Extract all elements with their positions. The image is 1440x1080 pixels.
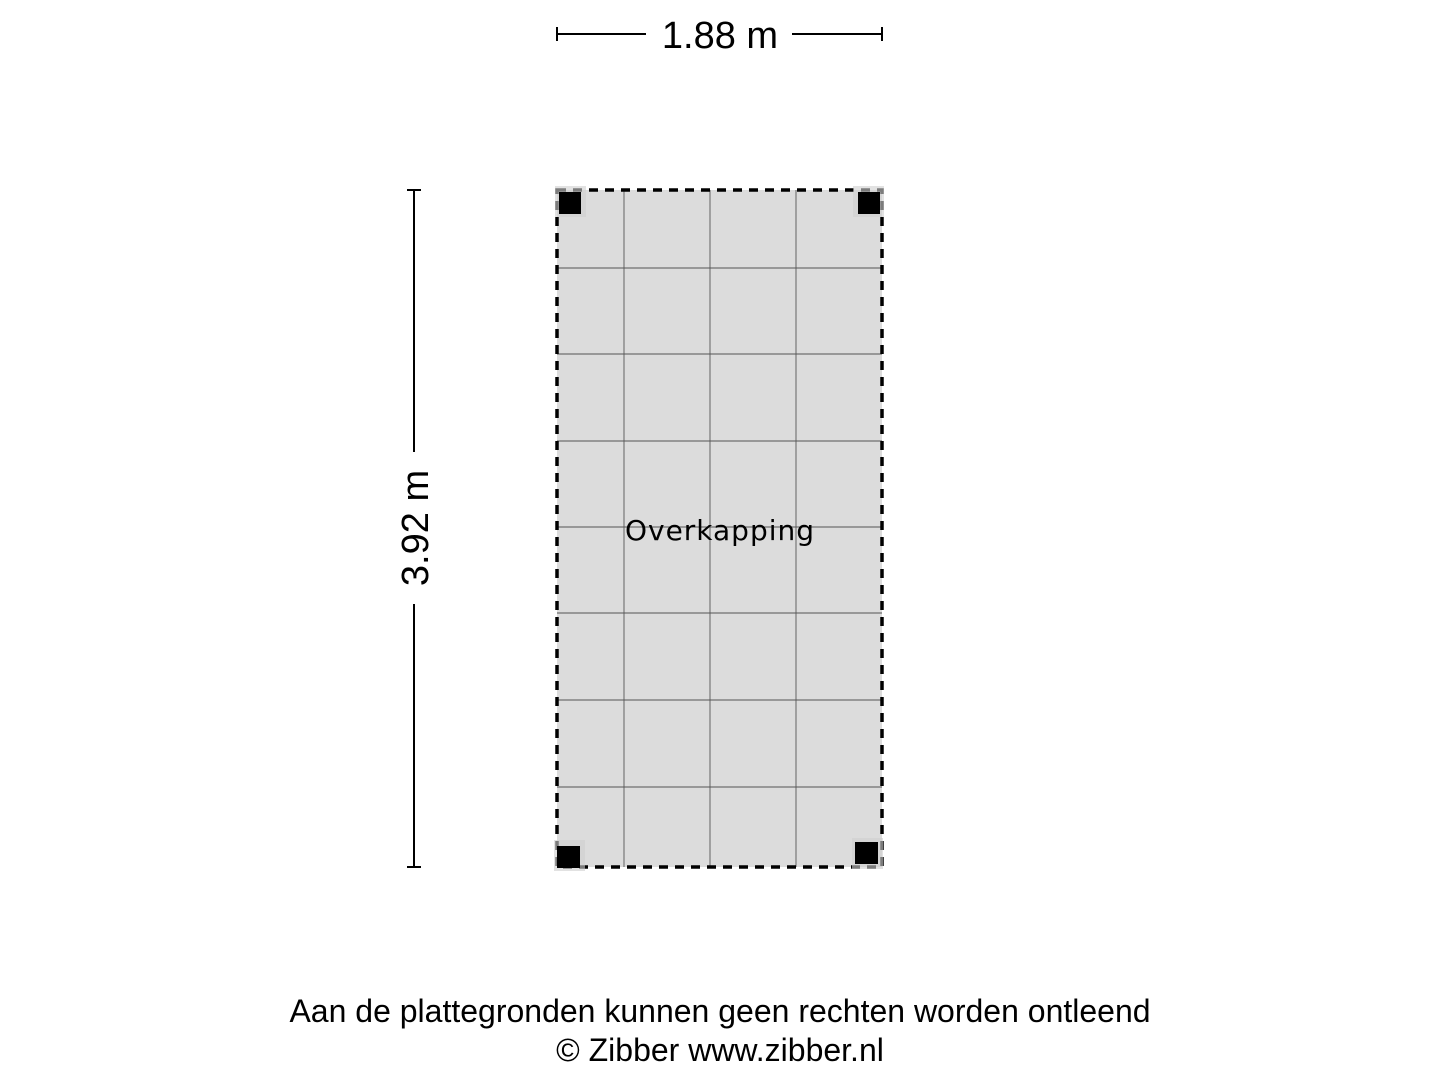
post-top-left-core <box>559 192 581 214</box>
footer-disclaimer: Aan de plattegronden kunnen geen rechten worden ontleend <box>289 993 1151 1029</box>
height-dimension <box>395 190 437 867</box>
width-dimension <box>557 15 882 57</box>
post-bottom-left-core <box>557 846 580 868</box>
room-overkapping <box>554 186 884 871</box>
post-top-right-core <box>858 192 880 214</box>
post-bottom-right-core <box>855 842 878 864</box>
width-dimension-label: 1.88 m <box>661 15 779 57</box>
height-dimension-label: 3.92 m <box>395 469 437 587</box>
footer-copyright: © Zibber www.zibber.nl <box>556 1032 884 1068</box>
room-label: Overkapping <box>624 514 816 547</box>
